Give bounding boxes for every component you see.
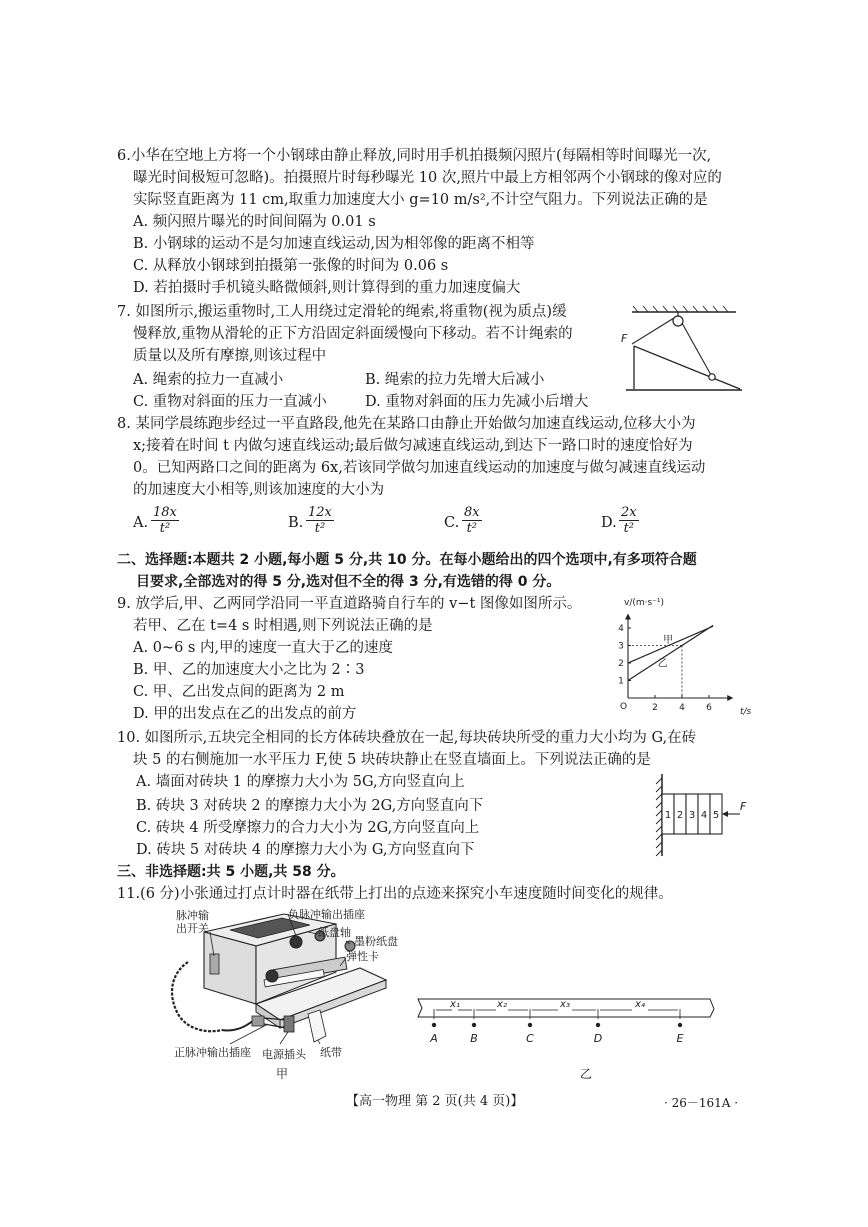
q11-figure-jia-caption: 甲 (276, 1067, 289, 1081)
q10-option-d: D. 砖块 5 对砖块 4 的摩擦力大小为 G,方向竖直向下 (136, 842, 475, 858)
q8-stem-line1: 8. 某同学晨练跑步经过一平直路段,他先在某路口由静止开始做匀加速直线运动,位移大小为 (117, 416, 696, 432)
tape-point-e: E (676, 1032, 684, 1045)
q11-label-clip: 弹性卡 (346, 950, 379, 963)
chart-series-label-0: 甲 (663, 634, 674, 646)
q8-option-a-denominator: t² (159, 521, 171, 536)
brick-3-label: 3 (688, 810, 696, 821)
q10-stem-line1: 10. 如图所示,五块完全相同的长方体砖块叠放在一起,每块砖块所受的重力大小均为 G,在砖 (117, 730, 697, 746)
q11-label-switch-line2: 出开关 (176, 922, 209, 935)
q11-figure-yi-caption: 乙 (580, 1067, 593, 1081)
q8-option-a-letter: A. (133, 515, 149, 531)
q7-option-d: D. 重物对斜面的压力先减小后增大 (365, 394, 589, 410)
q7-option-a: A. 绳索的拉力一直减小 (133, 372, 284, 388)
section2-heading-line1: 二、选择题:本题共 2 小题,每小题 5 分,共 10 分。在每小题给出的四个选项中,有多项符合题 (117, 552, 697, 568)
q7-option-b: B. 绳索的拉力先增大后减小 (365, 372, 545, 388)
q11-label-power-plug: 电源插头 (262, 1048, 306, 1061)
q10-stem-line2: 块 5 的右侧施加一水平压力 F,使 5 块砖块静止在竖直墙面上。下列说法正确的是 (133, 752, 651, 768)
footer-code: · 26－161A · (664, 1096, 739, 1110)
tape-segment-x3: x₃ (560, 999, 570, 1010)
q8-option-d-letter: D. (601, 515, 617, 531)
q8-option-c-numerator: 8x (464, 505, 480, 520)
q11-label-paper-tape: 纸带 (320, 1046, 342, 1059)
q11-stem: 11.(6 分)小张通过打点计时器在纸带上打出的点迹来探究小车速度随时间变化的规律。 (117, 886, 673, 902)
q8-option-b-numerator: 12x (308, 505, 332, 520)
q9-option-c: C. 甲、乙出发点间的距离为 2 m (133, 684, 345, 700)
q8-option-d-fraction (619, 505, 639, 536)
chart-y-tick-label-1: 2 (618, 659, 624, 669)
brick-5-label: 5 (712, 810, 720, 821)
q10-force-label: F (740, 800, 747, 813)
q7-stem-line1: 7. 如图所示,搬运重物时,工人用绕过定滑轮的绳索,将重物(视为质点)缓 (117, 304, 567, 320)
q6-option-b: B. 小钢球的运动不是匀加速直线运动,因为相邻像的距离不相等 (133, 236, 535, 252)
chart-y-tick-label-0: 1 (618, 676, 624, 687)
q8-option-d-denominator: t² (623, 521, 635, 536)
brick-2-label: 2 (676, 810, 684, 821)
q11-label-negative-socket: 负脉冲输出插座 (288, 908, 365, 921)
q6-option-a: A. 频闪照片曝光的时间间隔为 0.01 s (133, 214, 376, 230)
q8-option-c-fraction (462, 505, 482, 536)
footer-page-info: 【高一物理 第 2 页(共 4 页)】 (346, 1094, 524, 1109)
q7-stem-line3: 质量以及所有摩擦,则该过程中 (133, 348, 327, 364)
q6-option-c: C. 从释放小钢球到拍摄第一张像的时间为 0.06 s (133, 258, 449, 274)
tape-segment-x4: x₄ (635, 999, 645, 1010)
chart-x-tick-label-2: 6 (706, 703, 712, 713)
tape-point-a: A (430, 1032, 438, 1045)
q6-stem-line2: 曝光时间极短可忽略)。拍摄照片时每秒曝光 10 次,照片中最上方相邻两个小钢球的像对应的 (133, 170, 722, 186)
q8-option-a-fraction (151, 505, 179, 536)
q9-option-b: B. 甲、乙的加速度大小之比为 2∶3 (133, 662, 365, 678)
q7-pulley-incline-figure (618, 304, 746, 396)
q8-stem-line4: 的加速度大小相等,则该加速度的大小为 (133, 482, 385, 498)
chart-y-tick-label-2: 3 (618, 641, 624, 652)
section2-heading-line2: 目要求,全部选对的得 5 分,选对但不全的得 3 分,有选错的得 0 分。 (136, 574, 561, 590)
q11-label-switch-line1: 脉冲输 (176, 909, 209, 922)
q10-option-b: B. 砖块 3 对砖块 2 的摩擦力大小为 2G,方向竖直向下 (136, 798, 484, 814)
chart-origin-label: O (620, 702, 628, 712)
q8-option-c-denominator: t² (466, 521, 478, 536)
chart-ylabel: v/(m·s⁻¹) (624, 598, 665, 608)
q9-option-a: A. 0~6 s 内,甲的速度一直大于乙的速度 (133, 640, 394, 656)
q8-stem-line2: x;接着在时间 t 内做匀速直线运动;最后做匀减速直线运动,到达下一路口时的速度恰好为 (133, 438, 693, 454)
section3-heading: 三、非选择题:共 5 小题,共 58 分。 (117, 864, 345, 880)
q11-label-reel-axis: 纸盘轴 (318, 926, 351, 939)
chart-x-arrow (727, 695, 733, 701)
q9-option-d: D. 甲的出发点在乙的出发点的前方 (133, 706, 357, 722)
q9-stem-line1: 9. 放学后,甲、乙两同学沿同一平直道路骑自行车的 v−t 图像如图所示。 (117, 596, 582, 612)
q6-stem-line1: 6.小华在空地上方将一个小钢球由静止释放,同时用手机拍摄频闪照片(每隔相等时间曝光一次, (117, 148, 712, 164)
q10-bricks-figure (652, 768, 752, 860)
q8-option-b-denominator: t² (314, 521, 326, 536)
q6-stem-line3: 实际竖直距离为 11 cm,取重力加速度大小 g=10 m/s²,不计空气阻力。下列说法正确的是 (133, 192, 708, 208)
q10-option-c: C. 砖块 4 所受摩擦力的合力大小为 2G,方向竖直向上 (136, 820, 480, 836)
q8-stem-line3: 0。已知两路口之间的距离为 6x,若该同学做匀加速直线运动的加速度与做匀减速直线运动 (133, 460, 706, 476)
tape-point-b: B (470, 1032, 478, 1045)
brick-1-label: 1 (664, 810, 672, 821)
chart-y-arrow (625, 614, 631, 620)
q8-option-a-numerator: 18x (153, 505, 177, 520)
q8-option-c-letter: C. (444, 515, 460, 531)
tape-segment-x1: x₁ (450, 999, 460, 1010)
chart-series-label-1: 乙 (657, 658, 668, 670)
q11-label-ink-disk: 墨粉纸盘 (354, 935, 398, 948)
q6-option-d: D. 若拍摄时手机镜头略微倾斜,则计算得到的重力加速度偏大 (133, 280, 521, 296)
q11-label-positive-socket: 正脉冲输出插座 (174, 1046, 251, 1059)
q9-vt-chart (600, 592, 760, 720)
tape-segment-x2: x₂ (497, 999, 507, 1010)
q8-option-b-letter: B. (288, 515, 304, 531)
chart-series-line-1 (628, 625, 713, 680)
tape-point-d: D (593, 1032, 603, 1045)
chart-xlabel: t/s (740, 707, 752, 717)
q8-option-b-fraction (306, 505, 334, 536)
q7-force-label: F (621, 332, 628, 345)
chart-x-tick-label-0: 2 (652, 703, 658, 713)
tape-point-c: C (526, 1032, 534, 1045)
q11-paper-tape-figure (416, 995, 716, 1055)
brick-4-label: 4 (700, 810, 708, 821)
chart-x-tick-label-1: 4 (679, 703, 685, 713)
q8-option-d-numerator: 2x (621, 505, 637, 520)
chart-y-tick-label-3: 4 (618, 624, 624, 634)
q9-stem-line2: 若甲、乙在 t=4 s 时相遇,则下列说法正确的是 (133, 618, 433, 634)
q7-option-c: C. 重物对斜面的压力一直减小 (133, 394, 327, 410)
q10-option-a: A. 墙面对砖块 1 的摩擦力大小为 5G,方向竖直向上 (136, 774, 465, 790)
q7-stem-line2: 慢释放,重物从滑轮的正下方沿固定斜面缓慢向下移动。若不计绳索的 (133, 326, 573, 342)
